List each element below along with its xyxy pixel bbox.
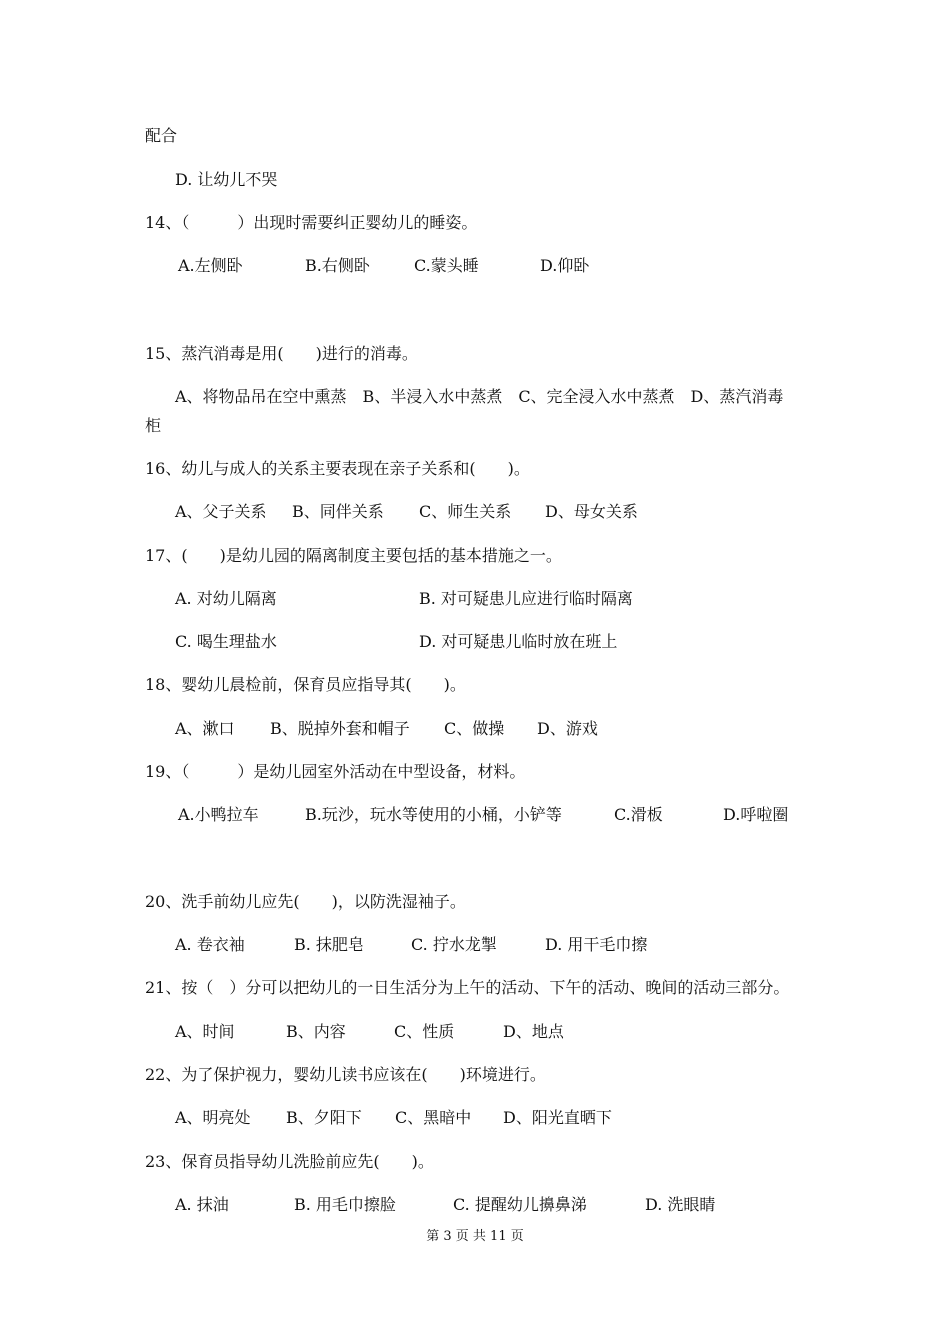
question-23-option-c: C. 提醒幼儿擤鼻涕: [453, 1195, 587, 1214]
previous-question-wrap-text: 配合: [145, 126, 178, 145]
question-16-option-a: A、父子关系: [175, 502, 267, 521]
question-19-option-b: B.玩沙，玩水等使用的小桶，小铲等: [305, 805, 562, 824]
question-20-option-a: A. 卷衣袖: [175, 935, 245, 954]
question-22-option-c: C、黑暗中: [395, 1108, 472, 1127]
question-21-option-d: D、地点: [503, 1022, 564, 1041]
question-17-option-d: D. 对可疑患儿临时放在班上: [419, 632, 618, 651]
question-14-option-a: A.左侧卧: [178, 256, 243, 275]
question-23-option-b: B. 用毛巾擦脸: [294, 1195, 396, 1214]
question-19-option-d: D.呼啦圈: [723, 805, 789, 824]
question-18-option-c: C、做操: [444, 719, 505, 738]
question-18-stem: 18、婴幼儿晨检前，保育员应指导其( )。: [145, 675, 466, 694]
question-18-option-a: A、漱口: [175, 719, 235, 738]
question-18-option-d: D、游戏: [537, 719, 598, 738]
question-20-option-c: C. 拧水龙掣: [411, 935, 497, 954]
question-19-stem: 19、（ ）是幼儿园室外活动在中型设备，材料。: [145, 762, 526, 781]
question-17-option-c: C. 喝生理盐水: [175, 632, 277, 651]
question-16-stem: 16、幼儿与成人的关系主要表现在亲子关系和( )。: [145, 459, 530, 478]
question-23-stem: 23、保育员指导幼儿洗脸前应先( )。: [145, 1152, 434, 1171]
question-16-option-d: D、母女关系: [545, 502, 638, 521]
page-number-footer: 第 3 页 共 11 页: [426, 1229, 524, 1244]
question-16-option-c: C、师生关系: [419, 502, 512, 521]
question-21-stem: 21、按（ ）分可以把幼儿的一日生活分为上午的活动、下午的活动、晚间的活动三部分。: [145, 978, 790, 997]
question-16-option-b: B、同伴关系: [292, 502, 384, 521]
question-14-option-c: C.蒙头睡: [414, 256, 479, 275]
question-15-options: A、将物品吊在空中熏蒸 B、半浸入水中蒸煮 C、完全浸入水中蒸煮 D、蒸汽消毒: [175, 387, 784, 406]
question-21-option-b: B、内容: [286, 1022, 346, 1041]
question-22-option-d: D、阳光直晒下: [503, 1108, 612, 1127]
question-22-stem: 22、为了保护视力，婴幼儿读书应该在( )环境进行。: [145, 1065, 546, 1084]
question-23-option-a: A. 抹油: [175, 1195, 229, 1214]
question-14-stem: 14、（ ）出现时需要纠正婴幼儿的睡姿。: [145, 213, 478, 232]
question-20-option-d: D. 用干毛巾擦: [545, 935, 648, 954]
question-21-option-a: A、时间: [175, 1022, 235, 1041]
question-17-option-a: A. 对幼儿隔离: [175, 589, 277, 608]
question-23-option-d: D. 洗眼睛: [645, 1195, 716, 1214]
previous-question-option-d: D. 让幼儿不哭: [175, 170, 278, 189]
question-15-options-wrap: 柜: [145, 416, 162, 435]
question-20-option-b: B. 抹肥皂: [294, 935, 364, 954]
question-19-option-a: A.小鸭拉车: [178, 805, 259, 824]
question-17-option-b: B. 对可疑患儿应进行临时隔离: [419, 589, 633, 608]
question-21-option-c: C、性质: [394, 1022, 455, 1041]
question-14-option-b: B.右侧卧: [305, 256, 370, 275]
question-20-stem: 20、洗手前幼儿应先( )，以防洗湿袖子。: [145, 892, 466, 911]
question-17-stem: 17、( )是幼儿园的隔离制度主要包括的基本措施之一。: [145, 546, 562, 565]
question-14-option-d: D.仰卧: [540, 256, 590, 275]
question-18-option-b: B、脱掉外套和帽子: [270, 719, 410, 738]
question-22-option-a: A、明亮处: [175, 1108, 251, 1127]
question-22-option-b: B、夕阳下: [286, 1108, 362, 1127]
question-19-option-c: C.滑板: [614, 805, 663, 824]
question-15-stem: 15、蒸汽消毒是用( )进行的消毒。: [145, 344, 418, 363]
